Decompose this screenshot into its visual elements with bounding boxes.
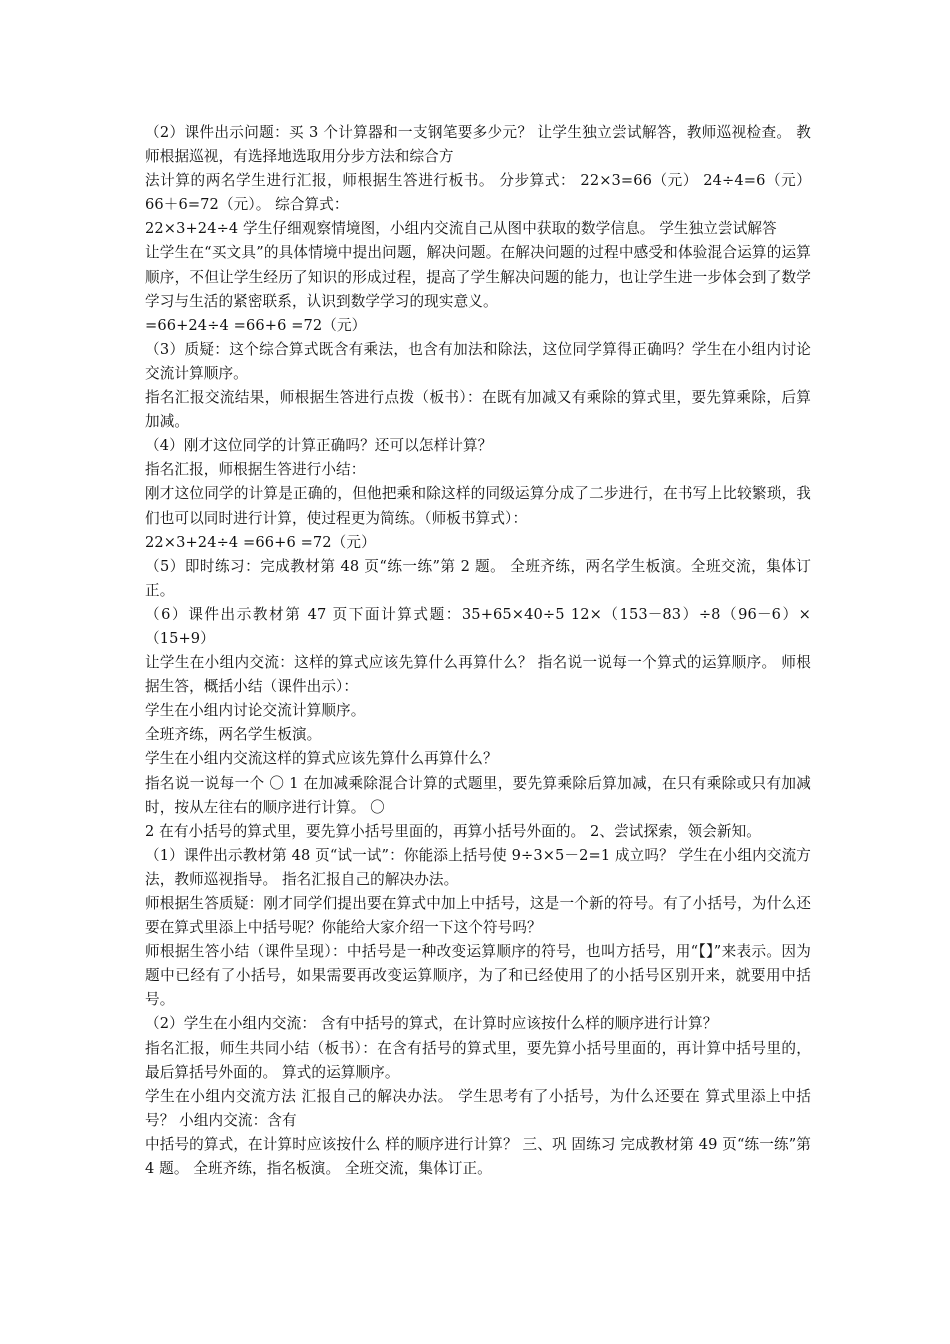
paragraph: 法计算的两名学生进行汇报，师根据生答进行板书。 分步算式： 22×3=66（元） 24÷4=6（元） 66＋6=72（元）。 综合算式： — [145, 172, 811, 214]
paragraph: （5）即时练习：完成教材第 48 页“练一练”第 2 题。 全班齐练，两名学生板演。全班交流，集体订正。 — [145, 557, 811, 599]
paragraph: 学生在小组内讨论交流计算顺序。 — [145, 702, 366, 720]
paragraph: 指名汇报交流结果，师根据生答进行点拨（板书）：在既有加减又有乘除的算式里，要先算乘除，后算加减。 — [145, 389, 811, 431]
paragraph: 让学生在“买文具”的具体情境中提出问题，解决问题。在解决问题的过程中感受和体验混合运算的运算顺序，不但让学生经历了知识的形成过程，提高了学生解决问题的能力，也让学生进一步体会到了数学学习与生活的紧密联系，认识到数学学习的现实意义。 — [145, 244, 811, 310]
paragraph: 让学生在小组内交流：这样的算式应该先算什么再算什么？ 指名说一说每一个算式的运算顺序。 师根据生答，概括小结（课件出示）： — [145, 654, 811, 696]
paragraph: 指名说一说每一个 〇 1 在加减乘除混合计算的式题里，要先算乘除后算加减，在只有乘除或只有加减时，按从左往右的顺序进行计算。 〇 — [145, 774, 811, 816]
paragraph: 全班齐练，两名学生板演。 — [145, 726, 322, 744]
paragraph: （4）刚才这位同学的计算正确吗？还可以怎样计算？ — [145, 437, 493, 455]
paragraph: （6）课件出示教材第 47 页下面计算式题：35+65×40÷5 12×（153－83）÷8（96－6）×（15+9） — [145, 605, 811, 647]
paragraph: 学生在小组内交流这样的算式应该先算什么再算什么？ — [145, 750, 498, 768]
paragraph: 师根据生答小结（课件呈现）：中括号是一种改变运算顺序的符号，也叫方括号，用“【】”来表示。因为题中已经有了小括号，如果需要再改变运算顺序，为了和已经使用了的小括号区别开来，就要用中括号。 — [145, 943, 811, 1009]
paragraph: 师根据生答质疑：刚才同学们提出要在算式中加上中括号，这是一个新的符号。有了小括号，为什么还要在算式里添上中括号呢？你能给大家介绍一下这个符号吗？ — [145, 895, 811, 937]
paragraph: 22×3+24÷4 =66+6 =72（元） — [145, 533, 376, 551]
paragraph: （1）课件出示教材第 48 页“试一试”：你能添上括号使 9÷3×5－2=1 成立吗？ 学生在小组内交流方法，教师巡视指导。 指名汇报自己的解决办法。 — [145, 846, 811, 888]
paragraph: =66+24÷4 =66+6 =72（元） — [145, 316, 367, 334]
paragraph: 22×3+24÷4 学生仔细观察情境图，小组内交流自己从图中获取的数学信息。 学生独立尝试解答 — [145, 220, 777, 238]
paragraph: 2 在有小括号的算式里，要先算小括号里面的，再算小括号外面的。 2、尝试探索，领会新知。 — [145, 822, 762, 840]
paragraph: 指名汇报，师根据生答进行小结： — [145, 461, 366, 479]
paragraph: （2）课件出示问题：买 3 个计算器和一支钢笔要多少元？ 让学生独立尝试解答，教师巡视检查。 教师根据巡视，有选择地选取用分步方法和综合方 — [145, 124, 811, 166]
paragraph: 学生在小组内交流方法 汇报自己的解决办法。 学生思考有了小括号，为什么还要在 算式里添上中括 号？ 小组内交流：含有 — [145, 1087, 811, 1129]
paragraph: （2）学生在小组内交流： 含有中括号的算式，在计算时应该按什么样的顺序进行计算？ — [145, 1015, 718, 1033]
paragraph: 中括号的算式，在计算时应该按什么 样的顺序进行计算？ 三、巩 固练习 完成教材第 49 页“练一练”第 4 题。 全班齐练，指名板演。 全班交流，集体订正。 — [145, 1135, 811, 1178]
document-body — [145, 121, 811, 1181]
paragraph: （3）质疑：这个综合算式既含有乘法，也含有加法和除法，这位同学算得正确吗？学生在小组内讨论交流计算顺序。 — [145, 340, 811, 382]
paragraph: 指名汇报，师生共同小结（板书）：在含有括号的算式里，要先算小括号里面的，再计算中括号里的，最后算括号外面的。 算式的运算顺序。 — [145, 1039, 811, 1081]
paragraph: 刚才这位同学的计算是正确的，但他把乘和除这样的同级运算分成了二步进行，在书写上比较繁琐，我们也可以同时进行计算，使过程更为简练。（师板书算式）： — [145, 485, 811, 527]
